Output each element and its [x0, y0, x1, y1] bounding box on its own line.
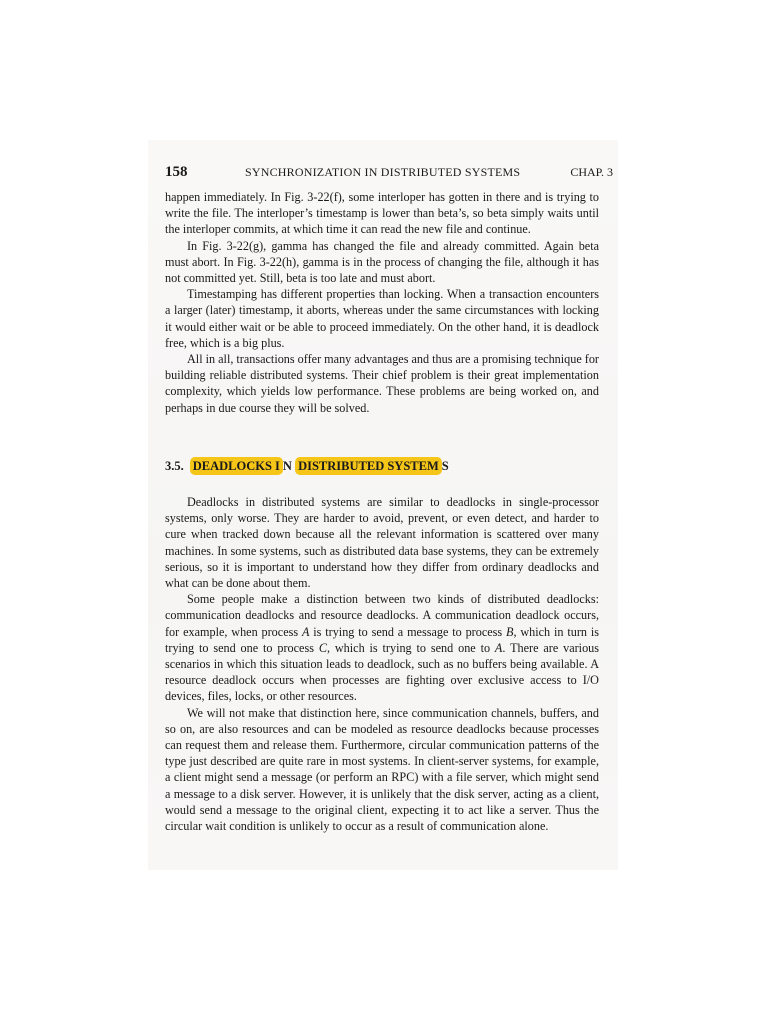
page-number: 158: [165, 164, 188, 180]
chapter-reference: CHAP. 3: [570, 165, 613, 179]
text-run: , which is trying to send one to: [326, 640, 495, 655]
heading-text: S: [441, 459, 449, 473]
text-run: , which in turn is trying to send one to process: [165, 624, 599, 655]
process-variable: A: [494, 640, 503, 655]
heading-text: N: [282, 459, 296, 473]
running-header: [165, 162, 613, 182]
text-run: is trying to send a message to process: [309, 624, 506, 639]
paragraph: We will not make that distinction here, since communication channels, buffers, and so on, are also resources and can be modeled as resource deadlocks because processes can request them and release them. Furthermore, circular communication patterns of the type just described are quite rare in most systems. In client-server systems, for example, a client might send a message (or perform an RPC) with a file server, which might send a message to a disk server. However, it is unlikely that the disk server, acting as a client, would send a message to the original client, expecting it to act like a server. Thus the circular wait condition is unlikely to occur as a result of communication alone.: [165, 705, 599, 834]
paragraph: In Fig. 3-22(g), gamma has changed the file and already committed. Again beta must abort. In Fig. 3-22(h), gamma is in the process of changing the file, although it has not committed yet. Still, beta is too late and must abort.: [165, 238, 599, 286]
paragraph: Timestamping has different properties than locking. When a transaction encounters a larger (later) timestamp, it aborts, whereas under the same circumstances with locking it would either wait or be able to proceed immediately. On the other hand, it is deadlock free, which is a big plus.: [165, 287, 599, 350]
paragraph: Deadlocks in distributed systems are similar to deadlocks in single-processor systems, only worse. They are harder to avoid, prevent, or even detect, and harder to cure when tracked down because all the relevant information is scattered over many machines. In some systems, such as distributed data base systems, they can be extremely serious, so it is important to understand how they differ from ordinary deadlocks and what can be done about them.: [165, 495, 599, 591]
section-number: 3.5.: [165, 459, 184, 473]
text-block-top: [165, 189, 599, 416]
paragraph: happen immediately. In Fig. 3-22(f), some interloper has gotten in there and is trying to write the file. The interloper’s timestamp is lower than beta’s, so beta simply waits until the interloper commits, at which time it can read the new file and continue.: [165, 190, 599, 237]
text-block-bottom: [165, 494, 599, 834]
running-title: SYNCHRONIZATION IN DISTRIBUTED SYSTEMS: [245, 165, 521, 179]
paragraph: [165, 591, 599, 704]
section-heading: [165, 456, 449, 476]
paragraph: All in all, transactions offer many advantages and thus are a promising technique for building reliable distributed systems. Their chief problem is their great implementation complexity, which yields low performance. These problems are being worked on, and perhaps in due course they will be solved.: [165, 352, 599, 415]
text-run: . There are various scenarios in which this situation leads to deadlock, such as no buffers being available. A resource deadlock occurs when processes are fighting over exclusive access to I/O devices, files, locks, or other resources.: [165, 640, 599, 704]
process-variable: B: [506, 624, 514, 639]
process-variable: A: [301, 624, 310, 639]
highlighted-text: DEADLOCKS I: [190, 457, 283, 475]
text-run: Some people make a distinction between two kinds of distributed deadlocks: communication deadlocks and resource deadlocks. A communication deadlock occurs, for example, when process: [165, 592, 599, 639]
process-variable: C: [318, 640, 327, 655]
highlighted-text: DISTRIBUTED SYSTEM: [295, 457, 442, 475]
